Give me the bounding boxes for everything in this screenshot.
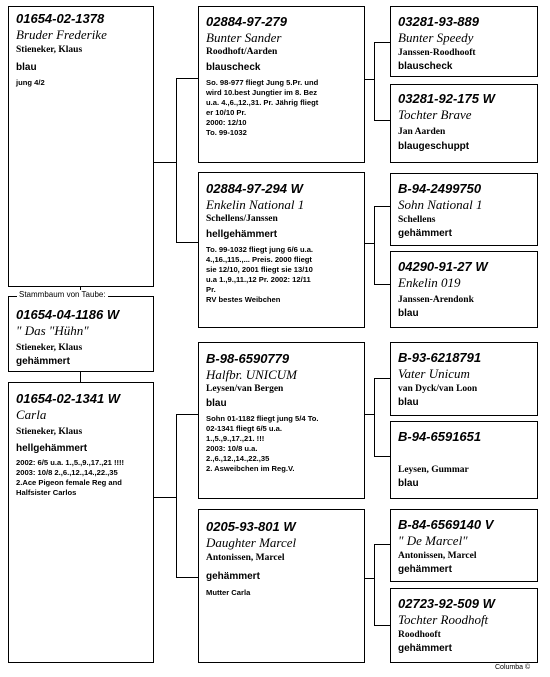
feather-color: hellgehämmert bbox=[206, 229, 278, 240]
pigeon-name: Carla bbox=[16, 407, 47, 422]
mfm-card[interactable] bbox=[390, 421, 538, 499]
connector-line bbox=[364, 578, 374, 579]
breeder-name: Schellens bbox=[398, 215, 436, 225]
breeder-name: Leysen/van Bergen bbox=[206, 384, 284, 394]
breeder-name: Roodhooft bbox=[398, 630, 441, 640]
connector-line bbox=[374, 378, 375, 456]
ring-number: 03281-93-889 bbox=[398, 14, 479, 29]
pigeon-name: Vater Unicum bbox=[398, 366, 470, 381]
connector-line bbox=[374, 456, 390, 457]
performance-notes: To. 99-1032 fliegt jung 6/6 u.a. 4.,16.,115.,... Preis. 2000 fliegt sie 12/10, 2001 fliegt sie 13/10 u.a 1.,9.,11.,12 Pr. 2002: 12/11 Pr. RV bestes Weibchen bbox=[206, 245, 314, 304]
breeder-name: Stieneker, Klaus bbox=[16, 45, 83, 55]
feather-color: gehämmert bbox=[206, 571, 260, 582]
ring-number: B-94-2499750 bbox=[398, 181, 482, 196]
ring-number: B-93-6218791 bbox=[398, 350, 482, 365]
connector-line bbox=[176, 414, 177, 578]
father-mother-card[interactable] bbox=[198, 172, 365, 328]
fmf-card[interactable] bbox=[390, 173, 538, 246]
pedigree-label: Stammbaum von Taube: bbox=[19, 290, 106, 299]
feather-color: blau bbox=[398, 397, 419, 408]
performance-notes: Mutter Carla bbox=[206, 588, 251, 597]
feather-color: blau bbox=[16, 62, 37, 73]
mmm-card[interactable] bbox=[390, 588, 538, 663]
ring-number: 01654-02-1378 bbox=[16, 11, 105, 26]
feather-color: blauscheck bbox=[206, 62, 261, 73]
pigeon-name: Tochter Brave bbox=[398, 107, 472, 122]
connector-line bbox=[176, 414, 198, 415]
ring-number: 01654-02-1341 W bbox=[16, 391, 121, 406]
connector-line bbox=[80, 371, 81, 382]
fmm-card[interactable] bbox=[390, 251, 538, 328]
pigeon-name: Daughter Marcel bbox=[206, 535, 297, 550]
connector-line bbox=[374, 284, 390, 285]
feather-color: blau bbox=[398, 308, 419, 319]
pigeon-name: " Das "Hühn" bbox=[16, 323, 89, 338]
ring-number: 02884-97-294 W bbox=[206, 181, 303, 196]
feather-color: blaugeschuppt bbox=[398, 141, 470, 152]
connector-line bbox=[374, 42, 390, 43]
feather-color: blauscheck bbox=[398, 61, 453, 72]
ring-number: B-98-6590779 bbox=[206, 351, 290, 366]
feather-color: blau bbox=[398, 478, 419, 489]
feather-color: gehämmert bbox=[398, 228, 452, 239]
pigeon-name bbox=[398, 445, 532, 461]
pigeon-name: Halfbr. UNICUM bbox=[206, 367, 298, 382]
performance-notes: Sohn 01-1182 fliegt jung 5/4 To. 02-1341 fliegt 6/5 u.a. 1.,5.,9.,17.,21. !!! 2003: 10/8 u.a. 2.,6.,12.,14.,22.,35 2. Asweibchen im Reg.V. bbox=[206, 414, 319, 473]
feather-color: gehämmert bbox=[398, 564, 452, 575]
pigeon-name: Tochter Roodhoft bbox=[398, 612, 489, 627]
pigeon-name: Bunter Speedy bbox=[398, 30, 474, 45]
performance-notes: jung 4/2 bbox=[16, 78, 45, 87]
connector-line bbox=[374, 378, 390, 379]
pigeon-name: Enkelin 019 bbox=[398, 275, 461, 290]
connector-line bbox=[364, 243, 374, 244]
performance-notes: 2002: 6/5 u.a. 1.,5.,9.,17.,21 !!!! 2003: 10/8 2.,6.,12.,14.,22.,35 2.Ace Pigeon female Reg and Halfsister Carlos bbox=[16, 458, 125, 497]
connector-line bbox=[176, 242, 198, 243]
connector-line bbox=[176, 78, 177, 243]
ring-number: 0205-93-801 W bbox=[206, 519, 296, 534]
software-credit: Columba © bbox=[495, 664, 531, 671]
feather-color: gehämmert bbox=[398, 643, 452, 654]
father-father-card[interactable] bbox=[198, 6, 365, 163]
connector-line bbox=[153, 497, 176, 498]
connector-line bbox=[374, 544, 375, 625]
breeder-name: Janssen-Arendonk bbox=[398, 295, 474, 305]
pigeon-name: Bunter Sander bbox=[206, 30, 282, 45]
connector-line bbox=[153, 162, 176, 163]
feather-color: blau bbox=[206, 398, 227, 409]
fff-card[interactable] bbox=[390, 6, 538, 77]
ring-number: 03281-92-175 W bbox=[398, 91, 495, 106]
breeder-name: Stieneker, Klaus bbox=[16, 343, 83, 353]
pigeon-name: Bruder Frederike bbox=[16, 27, 107, 42]
feather-color: gehämmert bbox=[16, 356, 70, 367]
connector-line bbox=[374, 42, 375, 120]
connector-line bbox=[374, 206, 375, 284]
breeder-name: Antonissen, Marcel bbox=[398, 551, 477, 561]
mother-father-card[interactable] bbox=[198, 342, 365, 499]
ring-number: B-84-6569140 V bbox=[398, 517, 494, 532]
connector-line bbox=[374, 544, 390, 545]
ring-number: B-94-6591651 bbox=[398, 429, 482, 444]
breeder-name: Jan Aarden bbox=[398, 127, 446, 137]
connector-line bbox=[374, 206, 390, 207]
mother-card[interactable] bbox=[8, 382, 154, 663]
ffm-card[interactable] bbox=[390, 84, 538, 163]
mother-mother-card[interactable] bbox=[198, 509, 365, 663]
feather-color: hellgehämmert bbox=[16, 443, 88, 454]
connector-line bbox=[176, 577, 198, 578]
breeder-name: Leysen, Gummar bbox=[398, 465, 469, 475]
breeder-name: Janssen-Roodhooft bbox=[398, 48, 476, 58]
subject-card[interactable] bbox=[8, 296, 154, 372]
ring-number: 04290-91-27 W bbox=[398, 259, 488, 274]
breeder-name: Schellens/Janssen bbox=[206, 214, 278, 224]
connector-line bbox=[374, 625, 390, 626]
connector-line bbox=[364, 414, 374, 415]
performance-notes: So. 98-977 fliegt Jung 5.Pr. und wird 10.best Jungtier im 8. Bez u.a. 4.,6.,12.,31. Pr. Jährig fliegt er 10/10 Pr. 2000: 12/10 To. 99-1032 bbox=[206, 78, 319, 137]
pigeon-name: Enkelin National 1 bbox=[206, 197, 305, 212]
mmf-card[interactable] bbox=[390, 509, 538, 582]
breeder-name: Antonissen, Marcel bbox=[206, 553, 285, 563]
breeder-name: van Dyck/van Loon bbox=[398, 384, 478, 394]
breeder-name: Roodhoft/Aarden bbox=[206, 47, 278, 57]
ring-number: 02884-97-279 bbox=[206, 14, 287, 29]
connector-line bbox=[176, 78, 198, 79]
pigeon-name: Sohn National 1 bbox=[398, 197, 483, 212]
mff-card[interactable] bbox=[390, 342, 538, 416]
father-card[interactable] bbox=[8, 6, 154, 287]
ring-number: 02723-92-509 W bbox=[398, 596, 495, 611]
breeder-name: Stieneker, Klaus bbox=[16, 427, 83, 437]
pigeon-name: " De Marcel" bbox=[398, 533, 468, 548]
ring-number: 01654-04-1186 W bbox=[16, 307, 120, 322]
connector-line bbox=[374, 120, 390, 121]
connector-line bbox=[364, 79, 374, 80]
